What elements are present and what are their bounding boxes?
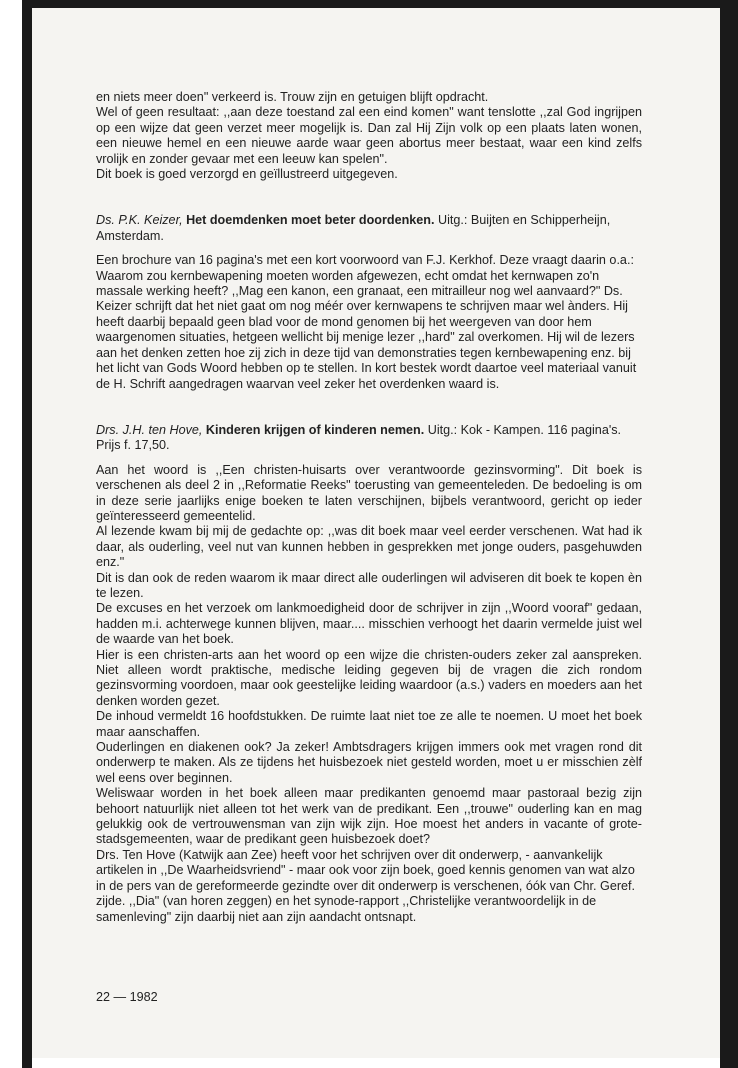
review-publisher: Uitg.: Buijten en Schipperheijn, Amsterdam.: [96, 213, 611, 243]
paragraph: Wel of geen resultaat: ,,aan deze toestand zal een eind komen" want tenslotte ,,zal God ingrijpen op een wijze dat geen verzet meer mogelijk is. Dan zal Hij Zijn volk op een plaats laten wonen, een nieuwe hemel en een nieuwe aarde waar geen abortus meer bestaat, waar een kind zelfs vrolijk en zonder gevaar met een leeuw kan spelen".: [96, 105, 642, 166]
review-author: Drs. J.H. ten Hove,: [96, 422, 203, 437]
paragraph: Hier is een christen-arts aan het woord op een wijze die christen-ouders zeker zal aanspreken. Niet alleen wordt praktische, medische leiding gegeven bij de vragen die zich rondom gezinsvorming voordoen, maar ook geestelijke leiding waardoor (a.s.) vaders en moeders aan het denken worden gezet.: [96, 647, 642, 708]
review-heading-keizer: [96, 213, 642, 244]
scan-border-right: [720, 0, 738, 1068]
paragraph: Al lezende kwam bij mij de gedachte op: ,,was dit boek maar veel eerder verschenen. Wat had ik daar, als ouderling, veel nut van kunnen hebben in gesprekken met jonge ouders, pasgehuwden enz.": [96, 524, 642, 570]
paragraph: De inhoud vermeldt 16 hoofdstukken. De ruimte laat niet toe ze alle te noemen. U moet het boek maar aanschaffen.: [96, 709, 642, 739]
page-number: 22 — 1982: [96, 990, 158, 1004]
review-book-title: Kinderen krijgen of kinderen nemen.: [205, 422, 425, 437]
review-heading-ten-hove: [96, 423, 642, 454]
paragraph: Aan het woord is ,,Een christen-huisarts over verantwoorde gezinsvorming". Dit boek is verschenen als deel 2 in ,,Reformatie Reeks" toerusting van gemeenteleden. De bedoeling is om in deze serie jaarlijks enige boeken te laten verschijnen, bijbels verantwoord, gericht op ieder geïnteresseerd gemeentelid.: [96, 462, 642, 523]
scan-border-top: [22, 0, 738, 8]
article-body: [96, 90, 642, 925]
scan-border-left: [22, 8, 32, 1068]
review-author: Ds. P.K. Keizer,: [96, 213, 183, 228]
paragraph: Dit is dan ook de reden waarom ik maar direct alle ouderlingen wil adviseren dit boek te kopen èn te lezen.: [96, 570, 642, 600]
paragraph: en niets meer doen" verkeerd is. Trouw zijn en getuigen blijft opdracht.: [96, 90, 489, 104]
paragraph: Drs. Ten Hove (Katwijk aan Zee) heeft voor het schrijven over dit onderwerp, - aanvankelijk artikelen in ,,De Waarheidsvriend" - maar ook voor zijn boek, goed kennis genomen van wat alzo in de pers van de gereformeerde gezindte over dit onderwerp is verschenen, óók van Chr. Geref. zijde. ,,Dia" (van horen zeggen) en het synode-rapport ,,Christelijke verantwoordelijk in de samenleving" zijn daarbij niet aan zijn aandacht ontsnapt.: [96, 847, 636, 924]
review-publisher: Uitg.: Kok - Kampen. 116 pagina's. Prijs f. 17,50.: [96, 422, 622, 453]
paragraph: Een brochure van 16 pagina's met een kort voorwoord van F.J. Kerkhof. Deze vraagt daarin o.a.: Waarom zou kernbewapening moeten worden afgewezen, echt omdat het kernwapen zo'n massale werking heeft? ,,Mag een kanon, een granaat, een mitrailleur nog wel aanvaard?" Ds. Keizer schrijft dat het niet gaat om nog méér over kernwapens te schrijven maar wel ànders. Hij heeft daarbij bepaald geen blad voor de mond genomen bij het weergeven van door hem waargenomen situaties, hetgeen wellicht bij menige lezer ,,hard" zal overkomen. Hij wil de lezers aan het denken zetten hoe zij zich in deze tijd van demonstraties tegen kernbewapening enz. bij het licht van Gods Woord hebben op te stellen. In kort bestek wordt daartoe veel materiaal vanuit de H. Schrift aangedragen waarvan veel zeker het overdenken waard is.: [96, 253, 637, 391]
paragraph: Ouderlingen en diakenen ook? Ja zeker! Ambtsdragers krijgen immers ook met vragen rond dit onderwerp te maken. Als ze tijdens het huisbezoek niet gesteld worden, moet u er misschien zèlf wel eens over beginnen.: [96, 740, 642, 785]
paragraph: De excuses en het verzoek om lankmoedigheid door de schrijver in zijn ,,Woord vooraf" gedaan, hadden m.i. achterwege kunnen blijven, maar.... misschien verhoogt het daarin vermelde juist wel de waarde van het boek.: [96, 601, 642, 647]
paragraph: Dit boek is goed verzorgd en geïllustreerd uitgegeven.: [96, 167, 398, 182]
review-book-title: Het doemdenken moet beter doordenken.: [186, 213, 435, 228]
paragraph: Weliswaar worden in het boek alleen maar predikanten genoemd maar pastoraal bezig zijn behoort natuurlijk niet alleen tot het werk van de predikant. Een ,,trouwe" ouderling kan en mag gelukkig ook de vertrouwensman van zijn wijk zijn. Hoe moest het anders in vacante of grote-stadsgemeenten, waar de predikant geen huisbezoek doet?: [96, 786, 642, 847]
